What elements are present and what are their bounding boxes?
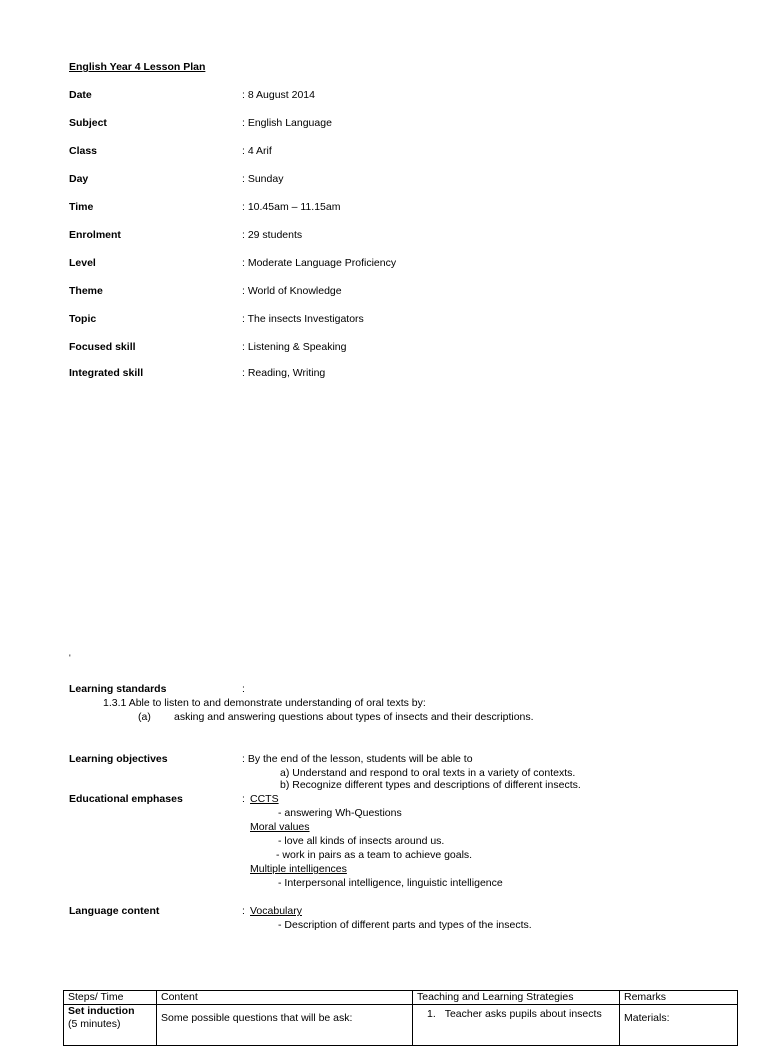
detail-row-date	[0, 89, 768, 103]
detail-value: : Sunday	[242, 173, 284, 185]
table-cell-content	[157, 1005, 413, 1046]
remarks-text: Materials:	[624, 1012, 670, 1025]
ccts-heading: CCTS	[250, 793, 279, 805]
detail-label: Class	[69, 145, 98, 157]
detail-row-class	[0, 145, 768, 159]
detail-label: Integrated skill	[69, 367, 144, 379]
ccts-item: - answering Wh-Questions	[278, 807, 402, 819]
detail-label: Day	[69, 173, 89, 185]
table-cell-step	[64, 1005, 157, 1046]
language-content-label: Language content	[69, 905, 160, 917]
learning-standards-label: Learning standards	[69, 683, 167, 695]
vocabulary-heading: Vocabulary	[250, 905, 302, 917]
step-time: (5 minutes)	[68, 1018, 121, 1031]
strategy-number: 1.	[427, 1008, 436, 1021]
moral-values-heading: Moral values	[250, 821, 310, 833]
table-cell-strategy	[413, 1005, 620, 1046]
language-content-colon: :	[242, 905, 245, 917]
detail-value: : Moderate Language Proficiency	[242, 257, 397, 269]
detail-row-focused-skill	[0, 341, 768, 355]
detail-value: : Listening & Speaking	[242, 341, 347, 353]
detail-row-enrolment	[0, 229, 768, 243]
educational-emphases-label: Educational emphases	[69, 793, 183, 805]
learning-objective-item: a) Understand and respond to oral texts in a variety of contexts.	[280, 767, 576, 779]
table-row	[64, 1005, 738, 1046]
moral-value-item: - love all kinds of insects around us.	[278, 835, 445, 847]
detail-label: Time	[69, 201, 94, 213]
detail-label: Date	[69, 89, 92, 101]
strategy-text: Teacher asks pupils about insects	[444, 1008, 602, 1021]
stray-mark: '	[69, 653, 71, 663]
multiple-intelligences-item: - Interpersonal intelligence, linguistic intelligence	[278, 877, 503, 889]
vocabulary-item: - Description of different parts and types of the insects.	[278, 919, 532, 931]
learning-standards-colon: :	[242, 683, 245, 695]
detail-value: : Reading, Writing	[242, 367, 326, 379]
detail-label: Focused skill	[69, 341, 136, 353]
educational-emphases-colon: :	[242, 793, 245, 805]
detail-value: : English Language	[242, 117, 332, 129]
table-header-row	[64, 991, 738, 1005]
table-header-cell: Content	[157, 991, 413, 1005]
detail-row-integrated-skill	[0, 367, 768, 381]
detail-value: : 4 Arif	[242, 145, 272, 157]
learning-objectives-intro: : By the end of the lesson, students will be able to	[242, 753, 473, 765]
detail-label: Level	[69, 257, 96, 269]
detail-row-theme	[0, 285, 768, 299]
learning-standard-item: 1.3.1 Able to listen to and demonstrate understanding of oral texts by:	[103, 697, 426, 709]
learning-standard-sub-marker: (a)	[138, 711, 151, 723]
content-text: Some possible questions that will be ask:	[161, 1012, 353, 1025]
detail-label: Subject	[69, 117, 107, 129]
learning-standard-sub-text: asking and answering questions about types of insects and their descriptions.	[174, 711, 534, 723]
lesson-steps-table	[63, 990, 738, 1046]
detail-label: Theme	[69, 285, 103, 297]
table-header-cell: Teaching and Learning Strategies	[413, 991, 620, 1005]
moral-value-item: - work in pairs as a team to achieve goals.	[276, 849, 473, 861]
detail-value: : 29 students	[242, 229, 303, 241]
detail-label: Enrolment	[69, 229, 121, 241]
step-name: Set induction	[68, 1005, 135, 1018]
detail-value: : 8 August 2014	[242, 89, 315, 101]
page-title: English Year 4 Lesson Plan	[69, 61, 206, 73]
learning-objectives-label: Learning objectives	[69, 753, 168, 765]
detail-row-level	[0, 257, 768, 271]
table-header-cell: Steps/ Time	[64, 991, 157, 1005]
learning-objective-item: b) Recognize different types and descriptions of different insects.	[280, 779, 581, 791]
table-header-cell: Remarks	[620, 991, 738, 1005]
detail-value: : 10.45am – 11.15am	[242, 201, 341, 213]
detail-row-topic	[0, 313, 768, 327]
detail-row-time	[0, 201, 768, 215]
table-cell-remarks	[620, 1005, 738, 1046]
multiple-intelligences-heading: Multiple intelligences	[250, 863, 347, 875]
detail-row-subject	[0, 117, 768, 131]
detail-value: : World of Knowledge	[242, 285, 342, 297]
detail-value: : The insects Investigators	[242, 313, 364, 325]
detail-label: Topic	[69, 313, 97, 325]
detail-row-day	[0, 173, 768, 187]
